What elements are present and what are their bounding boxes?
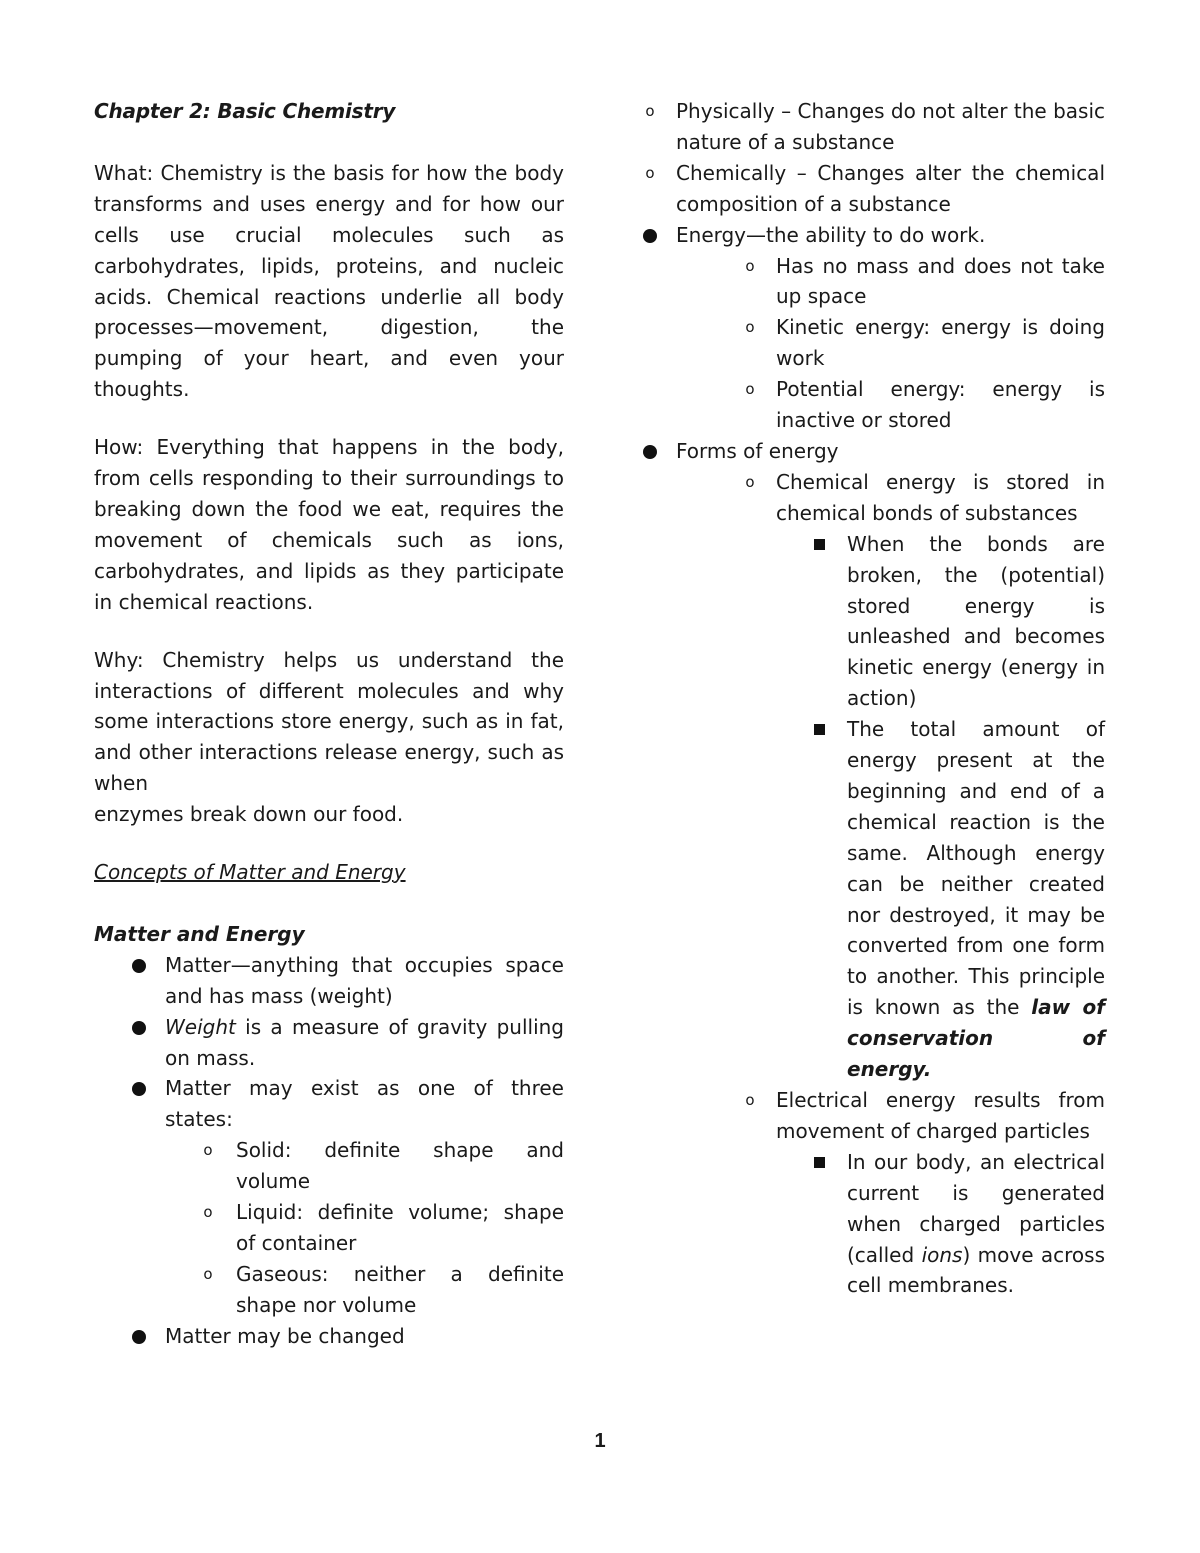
list-item: [706, 1085, 1105, 1301]
list-item: [646, 220, 1105, 436]
forms-list: [706, 467, 1105, 1301]
circle-bullet-icon: o: [645, 163, 655, 182]
list-item: [576, 96, 1105, 158]
section-title: Concepts of Matter and Energy: [94, 860, 406, 885]
states-intro: Matter may exist as one of three states:: [165, 1076, 564, 1132]
list-item: [706, 467, 1105, 1085]
state-liquid: Liquid: definite volume; shape of container: [236, 1200, 564, 1255]
weight-term: Weight: [165, 1014, 236, 1039]
bonds-broken: When the bonds are broken, the (potential) stored energy is unleashed and becomes kinetic energy (energy in action): [847, 531, 1105, 711]
bullet-icon: [643, 445, 657, 459]
list-item: [94, 950, 564, 1012]
list-item: [706, 374, 1105, 436]
energy-list: [646, 220, 1105, 1302]
square-bullet-icon: [814, 1157, 825, 1168]
weight-definition: is a measure of gravity pulling on mass.: [165, 1014, 564, 1070]
energy-properties-list: [706, 251, 1105, 436]
change-chemical: Chemically – Changes alter the chemical composition of a substance: [676, 160, 1105, 216]
matter-changed: Matter may be changed: [165, 1323, 405, 1348]
matter-list: [94, 950, 564, 1352]
conservation-law-term: law of conservation of energy: [847, 995, 1105, 1082]
list-item: [94, 1073, 564, 1320]
circle-bullet-icon: o: [745, 472, 755, 491]
bullet-icon: [132, 1330, 146, 1344]
list-item: [94, 1321, 564, 1352]
list-item: [706, 312, 1105, 374]
kinetic-energy: Kinetic energy: energy is doing work: [776, 315, 1105, 371]
circle-bullet-icon: o: [745, 256, 755, 275]
circle-bullet-icon: o: [745, 380, 755, 399]
bullet-icon: [132, 959, 146, 973]
energy-definition: Energy—the ability to do work.: [676, 222, 986, 247]
left-column: [94, 96, 564, 1352]
energy-no-mass: Has no mass and does not take up space: [776, 253, 1105, 309]
list-item: [165, 1197, 564, 1259]
conservation-text: The total amount of energy present at the beginning and end of a chemical reaction is the same. Although energy can be neither created nor destroyed, it may be converted from one form to another. This principle is known as the: [847, 717, 1105, 1020]
right-column: [645, 96, 1105, 1301]
ions-term: ions: [921, 1242, 963, 1267]
states-list: [165, 1135, 564, 1320]
list-item: [94, 1012, 564, 1074]
list-item: [646, 436, 1105, 1301]
circle-bullet-icon: o: [645, 102, 655, 120]
circle-bullet-icon: o: [203, 1141, 213, 1160]
state-gaseous: Gaseous: neither a definite shape nor volume: [236, 1261, 564, 1317]
electrical-energy: Electrical energy results from movement of charged particles: [776, 1088, 1105, 1143]
page-number: 1: [594, 1430, 606, 1452]
list-item: [165, 1135, 564, 1197]
chemical-energy-details: [776, 529, 1105, 1085]
list-item: [776, 714, 1105, 1085]
subsection-title: Matter and Energy: [94, 921, 305, 946]
list-item: [165, 1259, 564, 1321]
matter-definition: Matter—anything that occupies space and has mass (weight): [165, 952, 564, 1008]
potential-energy: Potential energy: energy is inactive or stored: [776, 377, 1105, 433]
chemical-energy: Chemical energy is stored in chemical bonds of substances: [776, 469, 1105, 525]
bullet-icon: [132, 1021, 146, 1035]
electrical-energy-details: [776, 1147, 1105, 1302]
current-text: In our body, an electrical current is generated when charged particles (called: [847, 1149, 1105, 1267]
conservation-end: .: [923, 1057, 932, 1082]
state-solid: Solid: definite shape and volume: [236, 1138, 564, 1194]
circle-bullet-icon: o: [745, 318, 755, 337]
change-physical: Physically – Changes do not alter the basic nature of a substance: [676, 99, 1105, 154]
why-paragraph: Why: Chemistry helps us understand the interactions of different molecules and why some interactions store energy, such as in fat, and other interactions release energy, such as when: [94, 647, 564, 796]
list-item: [576, 158, 1105, 220]
list-item: [706, 251, 1105, 313]
square-bullet-icon: [814, 724, 825, 735]
list-item: [776, 1147, 1105, 1302]
current-text-end: ) move across cell membranes.: [847, 1242, 1105, 1298]
list-item: [776, 529, 1105, 714]
forms-of-energy: Forms of energy: [676, 438, 839, 463]
circle-bullet-icon: o: [203, 1264, 213, 1283]
bullet-icon: [643, 229, 657, 243]
circle-bullet-icon: o: [745, 1091, 755, 1109]
square-bullet-icon: [814, 539, 825, 550]
bullet-icon: [132, 1082, 146, 1096]
what-paragraph: What: Chemistry is the basis for how the body transforms and uses energy and for how our cells use crucial molecules such as carbohydrates, lipids, proteins, and nucleic acids. Chemical reactions underlie all body processes—movement, digestion, the pumping of your heart, and even your thoughts.: [94, 160, 564, 402]
chapter-title: Chapter 2: Basic Chemistry: [94, 99, 396, 123]
circle-bullet-icon: o: [203, 1203, 213, 1222]
why-paragraph-end: enzymes break down our food.: [94, 802, 404, 827]
how-paragraph: How: Everything that happens in the body, from cells responding to their surroundings to breaking down the food we eat, requires the movement of chemicals such as ions, carbohydrates, and lipids as they participate in chemical reactions.: [94, 435, 564, 614]
